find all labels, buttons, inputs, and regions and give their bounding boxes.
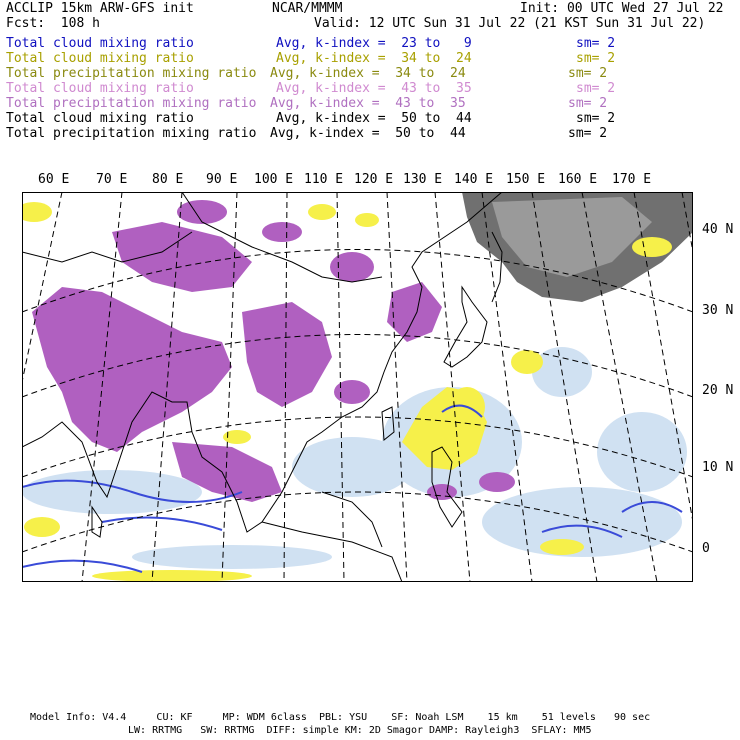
field-desc: Avg, k-index = 34 to 24 (276, 51, 472, 66)
lon-label: 130 E (403, 172, 443, 187)
lat-label: 30 N (702, 303, 734, 318)
field-name: Total precipitation mixing ratio (6, 96, 257, 111)
lon-label: 80 E (152, 172, 184, 187)
field-desc: Avg, k-index = 43 to 35 (270, 96, 466, 111)
lon-label: 120 E (354, 172, 394, 187)
field-desc: Avg, k-index = 34 to 24 (270, 66, 466, 81)
field-sm: sm= 2 (576, 51, 616, 66)
map-panel (22, 192, 693, 582)
field-desc: Avg, k-index = 50 to 44 (270, 126, 466, 141)
field-desc: Avg, k-index = 50 to 44 (276, 111, 472, 126)
lon-label: 90 E (206, 172, 238, 187)
field-name: Total precipitation mixing ratio (6, 66, 257, 81)
map-title: ACCLIP 15km ARW-GFS init (6, 1, 194, 16)
field-name: Total cloud mixing ratio (6, 81, 194, 96)
init-time: Init: 00 UTC Wed 27 Jul 22 (520, 1, 724, 16)
lon-label: 100 E (254, 172, 294, 187)
lon-label: 170 E (612, 172, 652, 187)
field-sm: sm= 2 (568, 96, 608, 111)
lat-label: 40 N (702, 222, 734, 237)
field-sm: sm= 2 (576, 111, 616, 126)
lon-label: 110 E (304, 172, 344, 187)
field-sm: sm= 2 (576, 81, 616, 96)
field-desc: Avg, k-index = 23 to 9 (276, 36, 472, 51)
model-info-line2: LW: RRTMG SW: RRTMG DIFF: simple KM: 2D Smagor DAMP: Rayleigh3 SFLAY: MM5 (128, 725, 592, 736)
valid-time: Valid: 12 UTC Sun 31 Jul 22 (21 KST Sun 31 Jul 22) (314, 16, 706, 31)
lon-label: 160 E (558, 172, 598, 187)
lon-label: 150 E (506, 172, 546, 187)
lat-label: 20 N (702, 383, 734, 398)
field-name: Total precipitation mixing ratio (6, 126, 257, 141)
lat-label: 10 N (702, 460, 734, 475)
cloud-map (22, 192, 693, 582)
field-sm: sm= 2 (576, 36, 616, 51)
lon-label: 70 E (96, 172, 128, 187)
lon-label: 60 E (38, 172, 70, 187)
field-name: Total cloud mixing ratio (6, 51, 194, 66)
lat-label: 0 (702, 541, 710, 556)
field-name: Total cloud mixing ratio (6, 36, 194, 51)
lon-label: 140 E (454, 172, 494, 187)
field-sm: sm= 2 (568, 66, 608, 81)
org-label: NCAR/MMMM (272, 1, 343, 16)
field-desc: Avg, k-index = 43 to 35 (276, 81, 472, 96)
field-name: Total cloud mixing ratio (6, 111, 194, 126)
model-info-line1: Model Info: V4.4 CU: KF MP: WDM 6class PBL: YSU SF: Noah LSM 15 km 51 levels 90 sec (30, 712, 651, 723)
forecast-hour: Fcst: 108 h (6, 16, 100, 31)
field-sm: sm= 2 (568, 126, 608, 141)
